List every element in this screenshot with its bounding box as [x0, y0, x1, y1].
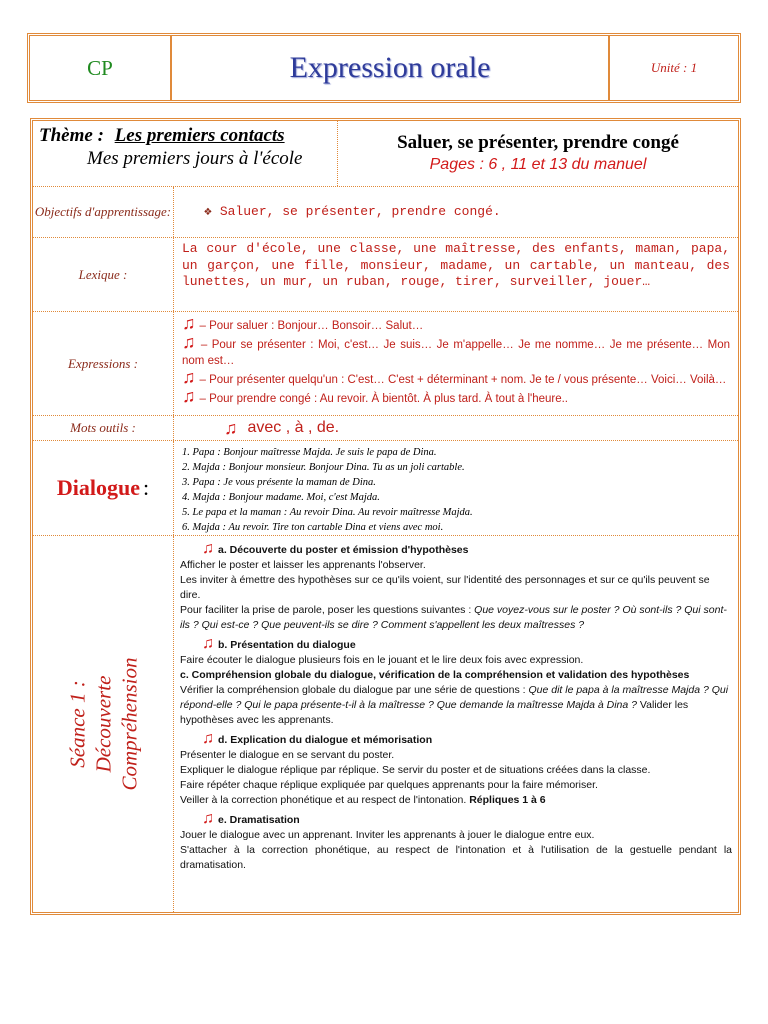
page-title: Expression orale	[172, 36, 610, 100]
lexique-text: La cour d'école, une classe, une maîtresse, des enfants, maman, papa, un garçon, une fille, monsieur, madame, un cartable, un manteau, des lunettes, un mur, un ruban, rouge, tirer, surveiller, jouer…	[182, 241, 730, 289]
section-e-title: e. Dramatisation	[218, 814, 300, 826]
expressions-label: Expressions :	[33, 312, 174, 415]
pages-reference: Pages : 6 , 11 et 13 du manuel	[429, 156, 647, 173]
section-d-title: d. Explication du dialogue et mémorisation	[218, 734, 433, 746]
seance-content: ♫ a. Découverte du poster et émission d'hypothèses Afficher le poster et laisser les apprenants l'observer. Les inviter à émettre des hypothèses sur ce qu'ils voient, sur l'identité des personnages et sur ce qu'ils peuvent se dire. Pour faciliter la prise de parole, poser les questions suivantes : Que voyez-vous sur le poster ? Où sont-ils ? Qui sont-ils ? Qui est-ce ? Que peuvent-ils se dire ? Comment s'appellent les deux maîtresses ? ♫ b. Présentation du dialogue Faire écouter le dialogue plusieurs fois en le jouant et le lire deux fois avec expression. c. Compréhension globale du dialogue, vérification de la compréhension et validation des hypothèses Vérifier la compréhension globale du dialogue par une série de questions : Que dit le papa à la maîtresse Majda ? Qui répond-elle ? Qui le papa présente-t-il à la maîtresse ? Que demande la maîtresse Majda à Dina ? Valider les hypothèses avec les apprenants. ♫ d. Explication du dialogue et mémorisation Présenter le dialogue en se servant du poster. Expliquer le dialogue réplique par réplique. Se servir du poster et de situations créées dans la classe. Faire répéter chaque réplique expliquée par quelques apprenants pour la faire mémoriser. Veiller à la correction phonétique et au respect de l'intonation. Répliques 1 à 6 ♫ e. Dramatisation Jouer le dialogue avec un apprenant. Inviter les apprenants à jouer le dialogue entre eux. S'attacher à la correction phonétique, au respect de l'intonation et à l'utilisation de la gestuelle pendant la dramatisation.	[180, 540, 732, 871]
lexique-label: Lexique :	[33, 238, 174, 311]
dialogue-line: 4. Majda : Bonjour madame. Moi, c'est Majda.	[182, 492, 380, 503]
section-b-title: b. Présentation du dialogue	[218, 639, 356, 651]
dialogue-line: 1. Papa : Bonjour maîtresse Majda. Je suis le papa de Dina.	[182, 447, 437, 458]
dialogue-label: Dialogue	[56, 475, 140, 500]
lesson-table	[30, 118, 741, 915]
dialogue-line: 5. Le papa et la maman : Au revoir Dina. Au revoir maîtresse Majda.	[182, 507, 473, 518]
level-label: CP	[30, 36, 172, 100]
mots-outils-text: avec , à , de.	[247, 419, 340, 436]
dialogue-lines	[174, 441, 738, 535]
section-c-title: c. Compréhension globale du dialogue, vérification de la compréhension et validation des hypothèses	[180, 669, 690, 681]
list-item: ♫ – Pour saluer : Bonjour… Bonsoir… Salut…	[182, 313, 424, 333]
objectifs-label: Objectifs d'apprentissage:	[33, 187, 174, 237]
dialogue-line: 6. Majda : Au revoir. Tire ton cartable Dina et viens avec moi.	[182, 522, 444, 533]
music-note-icon: ♫	[202, 635, 214, 652]
unit-label: Unité : 1	[650, 60, 698, 75]
mots-outils-row	[33, 416, 738, 441]
music-note-icon: ♫	[182, 367, 196, 387]
theme-row	[33, 121, 738, 187]
seance-label: Séance 1 : Découverte Compréhension	[65, 657, 141, 791]
list-item: ♫ – Pour prendre congé : Au revoir. À bientôt. À plus tard. À tout à l'heure..	[182, 386, 568, 406]
theme-label: Thème :	[39, 125, 104, 146]
music-note-icon: ♫	[182, 332, 197, 352]
objectifs-text: Saluer, se présenter, prendre congé.	[219, 203, 501, 219]
header-box	[27, 33, 741, 103]
list-item: ♫ – Pour présenter quelqu'un : C'est… C'est + déterminant + nom. Je te / vous présente… Voici… Voilà…	[182, 367, 727, 387]
diamond-bullet-icon: ❖	[204, 203, 212, 219]
theme-cell	[33, 121, 338, 186]
music-note-icon: ♫	[182, 313, 196, 333]
music-note-icon: ♫	[182, 386, 196, 406]
music-note-icon: ♫	[202, 810, 214, 827]
theme-heading: Saluer, se présenter, prendre congé	[397, 132, 679, 153]
theme-subtitle: Mes premiers jours à l'école	[87, 148, 303, 169]
music-note-icon: ♫	[224, 417, 238, 438]
theme-heading-cell	[338, 121, 738, 186]
expressions-row	[33, 312, 738, 416]
theme-title: Les premiers contacts	[114, 125, 285, 146]
objectifs-row	[33, 187, 738, 238]
section-a-title: a. Découverte du poster et émission d'hypothèses	[218, 544, 469, 556]
dialogue-row	[33, 441, 738, 536]
dialogue-line: 2. Majda : Bonjour monsieur. Bonjour Dina. Tu as un joli cartable.	[182, 462, 465, 473]
music-note-icon: ♫	[202, 730, 214, 747]
list-item: ♫ – Pour se présenter : Moi, c'est… Je suis… Je m'appelle… Je me nomme… Je me présente… Mon nom est…	[182, 332, 731, 367]
dialogue-line: 3. Papa : Je vous présente la maman de Dina.	[182, 477, 376, 488]
music-note-icon: ♫	[202, 540, 214, 557]
seance-row	[33, 536, 738, 912]
lexique-row	[33, 238, 738, 312]
seance-label-cell	[33, 536, 174, 912]
expressions-list	[174, 312, 738, 415]
dialogue-label-cell: Dialogue :	[33, 441, 174, 535]
mots-outils-label: Mots outils :	[33, 416, 174, 440]
